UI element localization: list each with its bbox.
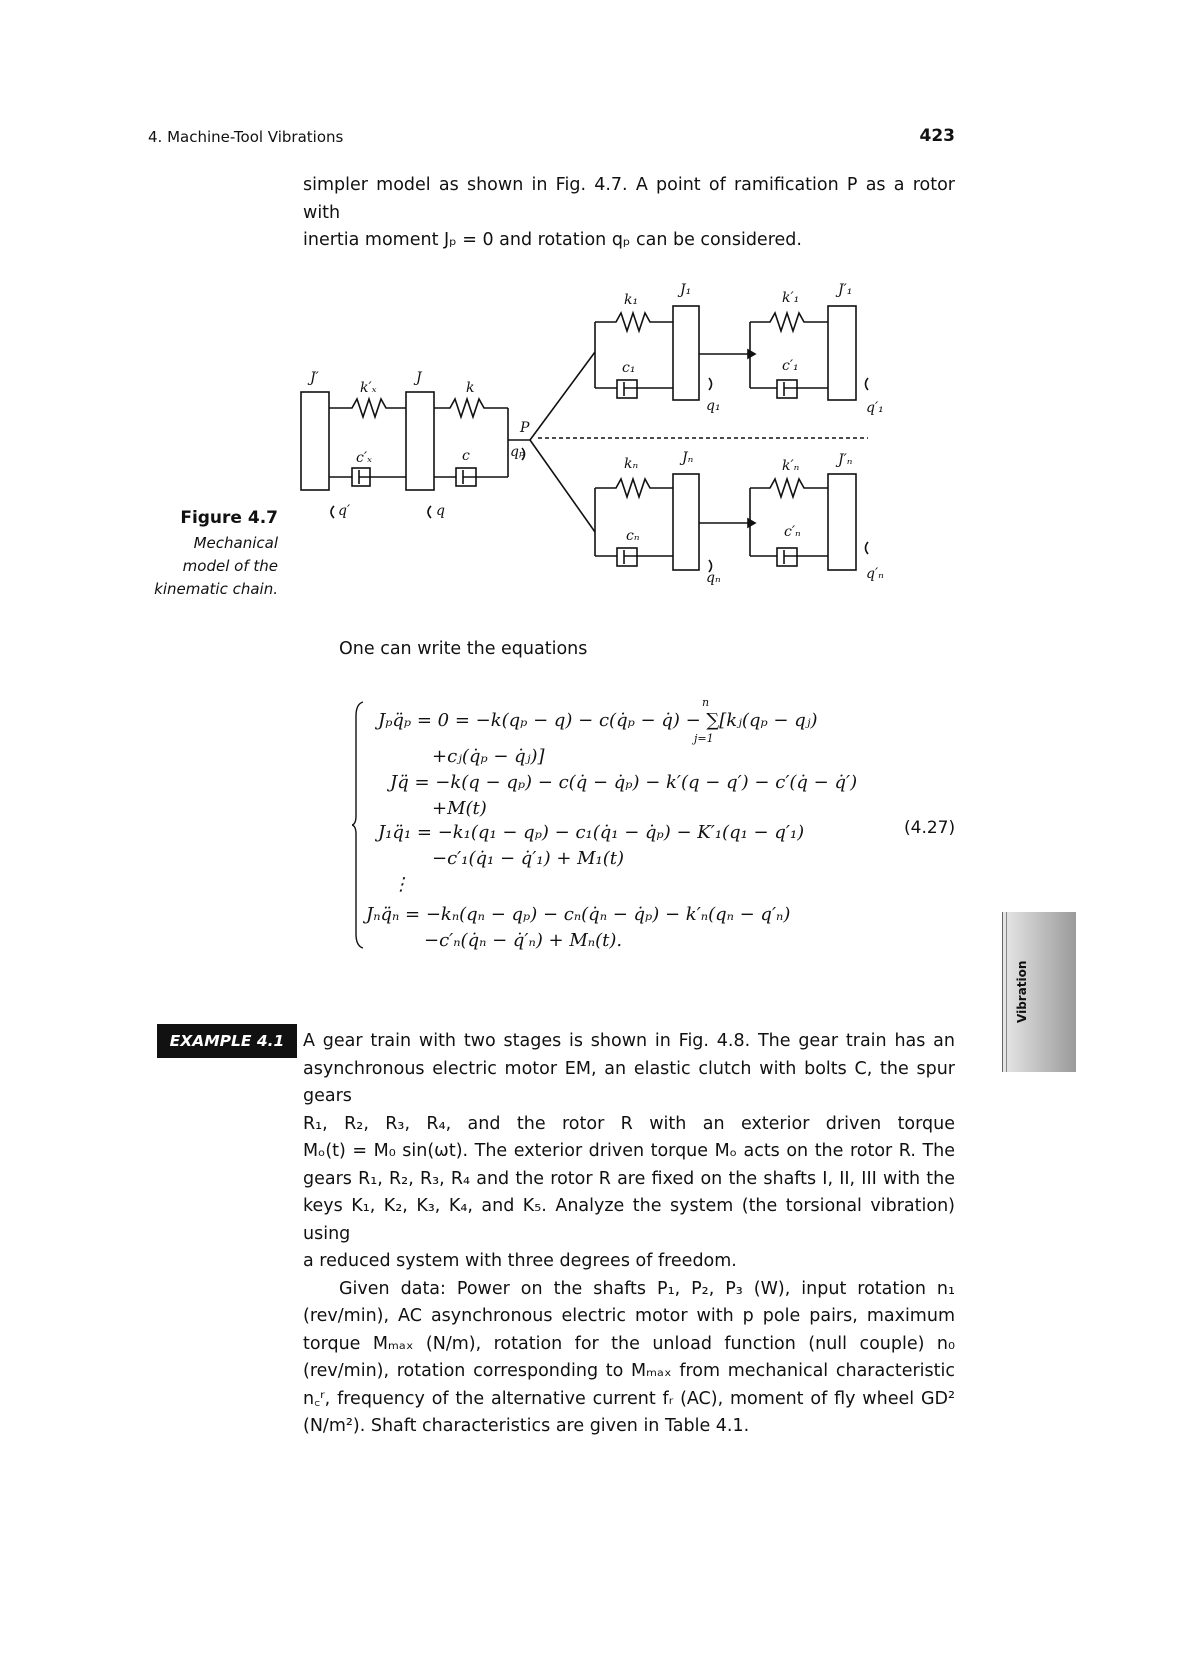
equation-line: +cⱼ(q̇ₚ − q̇ⱼ)] — [432, 746, 545, 767]
example-line: R₁, R₂, R₃, R₄, and the rotor R with an exterior driven torque — [303, 1113, 955, 1134]
equation-line: Jₚq̈ₚ = 0 = −k(qₚ − q) − c(q̇ₚ − q̇) − ∑[kⱼ(qₚ − qⱼ) — [378, 710, 818, 731]
label-kn-prime: k′ₙ — [782, 458, 800, 474]
intro-line: inertia moment Jₚ = 0 and rotation qₚ can be considered. — [303, 230, 802, 250]
example-paragraph — [303, 1028, 955, 1441]
example-line: a reduced system with three degrees of freedom. — [303, 1251, 737, 1271]
label-Jn: Jₙ — [682, 450, 694, 466]
mass-Jn-prime — [828, 474, 856, 570]
equations-intro: One can write the equations — [339, 639, 588, 659]
example-line: A gear train with two stages is shown in Fig. 4.8. The gear train has an — [303, 1031, 955, 1051]
given-line: Given data: Power on the shafts P₁, P₂, P₃ (W), input rotation n₁ — [339, 1278, 955, 1299]
figure-label: Figure 4.7 — [180, 508, 278, 528]
spring-kn-prime — [750, 479, 828, 497]
label-qn-prime: q′ₙ — [866, 566, 884, 582]
sum-upper-limit: n — [702, 696, 710, 709]
spring-k-prime — [329, 399, 406, 417]
spring-k — [434, 399, 508, 417]
label-c1-prime: c′₁ — [782, 358, 799, 374]
kinematic-chain-diagram — [290, 270, 890, 600]
side-tab — [1002, 912, 1076, 1072]
label-k1-prime: k′₁ — [782, 290, 800, 306]
mass-Jn — [673, 474, 699, 570]
example-line: gears R₁, R₂, R₃, R₄ and the rotor R are fixed on the shafts I, II, III with the — [303, 1168, 955, 1189]
given-line: (rev/min), AC asynchronous electric motor with p pole pairs, maximum — [303, 1306, 955, 1326]
equation-system — [352, 696, 956, 952]
given-line: n꜀ʳ, frequency of the alternative current fᵣ (AC), moment of fly wheel GD² — [303, 1388, 955, 1409]
equation-line: −c′₁(q̇₁ − q̇′₁) + M₁(t) — [432, 848, 625, 869]
label-P: P — [520, 420, 530, 436]
given-line: torque Mₘₐₓ (N/m), rotation for the unload function (null couple) n₀ — [303, 1333, 955, 1354]
label-k1: k₁ — [624, 292, 639, 308]
intro-paragraph — [303, 172, 955, 255]
label-kn: kₙ — [624, 456, 639, 472]
spring-k1 — [595, 313, 673, 331]
label-c: c — [462, 448, 470, 464]
label-q-prime: q′ — [338, 503, 351, 519]
label-Jn-prime: J′ₙ — [838, 452, 853, 468]
label-q1-prime: q′₁ — [866, 400, 884, 416]
label-k: k — [466, 380, 475, 396]
figure-caption — [100, 508, 278, 601]
spring-kn — [595, 479, 673, 497]
equation-line: −c′ₙ(q̇ₙ − q̇′ₙ) + Mₙ(t). — [424, 930, 623, 951]
caption-line: Mechanical — [193, 534, 278, 552]
mass-J1-prime — [828, 306, 856, 400]
given-line: (N/m²). Shaft characteristics are given in Table 4.1. — [303, 1416, 750, 1436]
side-tab-label: Vibration — [1015, 960, 1029, 1023]
mass-J1 — [673, 306, 699, 400]
label-J: J — [416, 370, 422, 386]
example-line: keys K₁, K₂, K₃, K₄, and K₅. Analyze the system (the torsional vibration) using — [303, 1196, 955, 1244]
sum-lower-limit: j=1 — [694, 732, 714, 745]
label-J1-prime: J′₁ — [838, 282, 853, 298]
example-line: Mₒ(t) = M₀ sin(ωt). The exterior driven torque Mₒ acts on the rotor R. The — [303, 1141, 955, 1161]
label-q1: q₁ — [706, 398, 721, 414]
given-line: (rev/min), rotation corresponding to Mₘₐₓ from mechanical characteristic — [303, 1361, 955, 1381]
label-q: q — [436, 503, 445, 519]
example-line: asynchronous electric motor EM, an elastic clutch with bolts C, the spur gears — [303, 1058, 955, 1106]
page-number: 423 — [919, 126, 955, 146]
figure-caption-text — [100, 532, 278, 601]
left-brace — [352, 700, 366, 950]
mass-J — [406, 392, 434, 490]
equation-line: J₁q̈₁ = −k₁(q₁ − qₚ) − c₁(q̇₁ − q̇ₚ) − K′₁(q₁ − q′₁) — [378, 822, 805, 843]
spring-k1-prime — [750, 313, 828, 331]
label-cn-prime: c′ₙ — [784, 524, 801, 540]
mass-J-prime — [301, 392, 329, 490]
caption-line: kinematic chain. — [154, 580, 278, 598]
running-header-chapter: 4. Machine-Tool Vibrations — [148, 128, 344, 146]
label-cn: cₙ — [626, 528, 640, 544]
caption-line: model of the — [182, 557, 278, 575]
vertical-dots: ⋮ — [392, 874, 410, 895]
equation-line: +M(t) — [432, 798, 487, 819]
label-q-P: qₚ — [510, 444, 525, 460]
label-qn: qₙ — [706, 570, 721, 586]
example-tag: EXAMPLE 4.1 — [157, 1024, 297, 1058]
label-c1: c₁ — [622, 360, 636, 376]
intro-line: simpler model as shown in Fig. 4.7. A point of ramification P as a rotor with — [303, 175, 955, 223]
label-k-prime: k′ₓ — [360, 380, 377, 396]
equation-line: Jq̈ = −k(q − qₚ) − c(q̇ − q̇ₚ) − k′(q − q′) − c′(q̇ − q̇′) — [390, 772, 858, 793]
equation-line: Jₙq̈ₙ = −kₙ(qₙ − qₚ) − cₙ(q̇ₙ − q̇ₚ) − k′ₙ(qₙ − q′ₙ) — [366, 904, 791, 925]
label-c-prime: c′ₓ — [356, 450, 372, 466]
label-J-prime: J′ — [310, 370, 319, 386]
equation-number: (4.27) — [904, 818, 956, 838]
label-J1: J₁ — [680, 282, 692, 298]
